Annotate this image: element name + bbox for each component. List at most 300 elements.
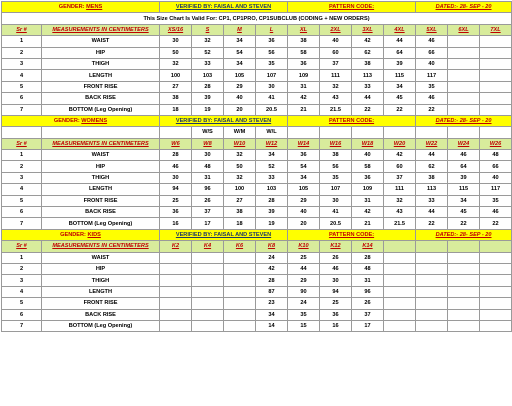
size-header: M [224, 24, 256, 35]
value-cell [448, 58, 480, 69]
value-cell: 56 [320, 161, 352, 172]
measurement-name: HIP [42, 263, 160, 274]
value-cell: 46 [480, 207, 512, 218]
value-cell [160, 309, 192, 320]
value-cell [448, 93, 480, 104]
value-cell: 20 [288, 218, 320, 229]
womens-gender-label [2, 115, 160, 126]
value-cell: 38 [160, 93, 192, 104]
sr-cell: 6 [2, 207, 42, 218]
sr-cell: 3 [2, 58, 42, 69]
table-row [2, 161, 512, 172]
value-cell: 100 [224, 184, 256, 195]
gender-prefix: GENDER: [60, 232, 88, 238]
measurement-name: FRONT RISE [42, 298, 160, 309]
value-cell: 46 [416, 93, 448, 104]
sr-cell: 1 [2, 150, 42, 161]
value-cell: 50 [160, 47, 192, 58]
value-cell: 35 [320, 172, 352, 183]
size-header: K8 [256, 241, 288, 252]
sr-cell: 1 [2, 36, 42, 47]
value-cell: 34 [384, 81, 416, 92]
value-cell: 107 [320, 184, 352, 195]
size-header: S [192, 24, 224, 35]
table-row [2, 218, 512, 229]
value-cell: 40 [480, 172, 512, 183]
value-cell: 38 [352, 58, 384, 69]
value-cell: 39 [384, 58, 416, 69]
womens-pattern-code: PATTERN CODE: [288, 115, 416, 126]
size-header: 5XL [416, 24, 448, 35]
value-cell [480, 70, 512, 81]
value-cell: 42 [288, 93, 320, 104]
value-cell: 35 [480, 195, 512, 206]
mens-dated: DATED:- 28- SEP - 20 [416, 2, 512, 13]
value-cell: 62 [416, 161, 448, 172]
value-cell [160, 286, 192, 297]
value-cell [192, 252, 224, 263]
measurement-name: THIGH [42, 172, 160, 183]
value-cell: 14 [256, 320, 288, 331]
value-cell [480, 104, 512, 115]
value-cell: 42 [352, 36, 384, 47]
value-cell: 111 [384, 184, 416, 195]
value-cell: 32 [224, 150, 256, 161]
value-cell: 94 [160, 184, 192, 195]
table-row [2, 320, 512, 331]
value-cell: 109 [352, 184, 384, 195]
table-row [2, 195, 512, 206]
value-cell: 31 [192, 172, 224, 183]
kids-pattern-code: PATTERN CODE: [288, 229, 416, 240]
sr-cell: 6 [2, 93, 42, 104]
value-cell: 109 [288, 70, 320, 81]
table-row [2, 286, 512, 297]
table-row [2, 252, 512, 263]
value-cell: 19 [192, 104, 224, 115]
value-cell: 103 [192, 70, 224, 81]
sr-cell: 7 [2, 320, 42, 331]
value-cell: 34 [256, 150, 288, 161]
mens-verified-by: VERIFIED BY: FAISAL AND STEVEN [160, 2, 288, 13]
value-cell: 27 [160, 81, 192, 92]
value-cell [192, 286, 224, 297]
value-cell: 52 [192, 47, 224, 58]
value-cell [160, 275, 192, 286]
measurement-name: BACK RISE [42, 309, 160, 320]
sr-cell: 2 [2, 47, 42, 58]
value-cell [224, 252, 256, 263]
table-row [2, 275, 512, 286]
value-cell [480, 298, 512, 309]
womens-dated: DATED:- 28- SEP - 20 [416, 115, 512, 126]
value-cell: 21.5 [320, 104, 352, 115]
value-cell: 26 [192, 195, 224, 206]
value-cell: 32 [320, 81, 352, 92]
blank-cell [42, 127, 160, 138]
value-cell: 24 [288, 298, 320, 309]
value-cell: 30 [192, 150, 224, 161]
value-cell: 22 [448, 218, 480, 229]
value-cell: 30 [160, 172, 192, 183]
value-cell: 28 [192, 81, 224, 92]
value-cell: 28 [352, 252, 384, 263]
size-header: W26 [480, 138, 512, 149]
value-cell: 41 [320, 207, 352, 218]
value-cell [480, 58, 512, 69]
value-cell: 62 [352, 47, 384, 58]
value-cell [480, 47, 512, 58]
size-header [448, 241, 480, 252]
sr-cell: 4 [2, 286, 42, 297]
value-cell: 20 [224, 104, 256, 115]
measurement-name: BOTTOM (Leg Opening) [42, 218, 160, 229]
value-cell: 22 [480, 218, 512, 229]
size-sublabel [480, 127, 512, 138]
value-cell [448, 36, 480, 47]
value-cell: 46 [320, 263, 352, 274]
value-cell [448, 298, 480, 309]
mens-gender-row [2, 2, 512, 13]
value-cell: 31 [352, 275, 384, 286]
value-cell: 40 [320, 36, 352, 47]
value-cell: 40 [224, 93, 256, 104]
measurements-header: MEASUREMENTS IN CENTIMETERS [42, 241, 160, 252]
value-cell: 43 [384, 207, 416, 218]
kids-dated: DATED:- 28- SEP - 20 [416, 229, 512, 240]
value-cell [448, 70, 480, 81]
value-cell: 40 [416, 58, 448, 69]
value-cell: 44 [384, 36, 416, 47]
value-cell: 19 [256, 218, 288, 229]
value-cell: 31 [288, 81, 320, 92]
sr-cell: 7 [2, 218, 42, 229]
value-cell: 39 [192, 93, 224, 104]
value-cell [384, 263, 416, 274]
size-header [480, 241, 512, 252]
kids-gender-row [2, 229, 512, 240]
size-header: W14 [288, 138, 320, 149]
value-cell: 58 [288, 47, 320, 58]
value-cell [224, 275, 256, 286]
value-cell: 31 [352, 195, 384, 206]
value-cell: 66 [416, 47, 448, 58]
table-row [2, 309, 512, 320]
value-cell: 33 [352, 81, 384, 92]
value-cell: 25 [320, 298, 352, 309]
value-cell: 43 [320, 93, 352, 104]
value-cell [448, 252, 480, 263]
value-cell: 30 [160, 36, 192, 47]
size-header: K2 [160, 241, 192, 252]
value-cell [224, 298, 256, 309]
mens-gender-value: MENS [86, 4, 103, 11]
table-row [2, 93, 512, 104]
measurement-name: WAIST [42, 252, 160, 263]
size-header: L [256, 24, 288, 35]
table-row [2, 298, 512, 309]
value-cell: 115 [448, 184, 480, 195]
value-cell: 40 [288, 207, 320, 218]
value-cell [192, 309, 224, 320]
sr-cell: 5 [2, 81, 42, 92]
sr-cell: 2 [2, 161, 42, 172]
value-cell: 34 [288, 172, 320, 183]
table-row [2, 184, 512, 195]
sr-cell: 4 [2, 184, 42, 195]
size-header: K10 [288, 241, 320, 252]
value-cell [448, 309, 480, 320]
value-cell: 23 [256, 298, 288, 309]
value-cell: 111 [320, 70, 352, 81]
value-cell: 50 [224, 161, 256, 172]
size-header: W18 [352, 138, 384, 149]
mens-header-row [2, 24, 512, 35]
value-cell [416, 320, 448, 331]
value-cell: 42 [352, 207, 384, 218]
size-sublabel [320, 127, 352, 138]
value-cell: 24 [256, 252, 288, 263]
value-cell: 34 [224, 36, 256, 47]
table-row [2, 263, 512, 274]
value-cell: 34 [256, 309, 288, 320]
value-cell: 22 [416, 218, 448, 229]
size-header: W16 [320, 138, 352, 149]
value-cell [192, 275, 224, 286]
value-cell: 26 [352, 298, 384, 309]
value-cell [480, 93, 512, 104]
value-cell: 21 [288, 104, 320, 115]
size-chart-table [1, 1, 512, 332]
measurement-name: HIP [42, 161, 160, 172]
value-cell [160, 263, 192, 274]
table-row [2, 58, 512, 69]
value-cell: 37 [352, 309, 384, 320]
value-cell: 38 [320, 150, 352, 161]
value-cell: 117 [480, 184, 512, 195]
value-cell [416, 298, 448, 309]
value-cell: 35 [256, 58, 288, 69]
value-cell: 29 [288, 275, 320, 286]
value-cell: 44 [416, 150, 448, 161]
value-cell: 36 [288, 150, 320, 161]
value-cell: 54 [288, 161, 320, 172]
measurement-name: BOTTOM (Leg Opening) [42, 104, 160, 115]
value-cell [448, 104, 480, 115]
womens-verified-by: VERIFIED BY: FAISAL AND STEVEN [160, 115, 288, 126]
size-header: 6XL [448, 24, 480, 35]
mens-gender-label [2, 2, 160, 13]
value-cell: 44 [416, 207, 448, 218]
value-cell [448, 47, 480, 58]
value-cell: 45 [384, 93, 416, 104]
sr-cell: 1 [2, 252, 42, 263]
table-row [2, 36, 512, 47]
value-cell: 21.5 [384, 218, 416, 229]
size-header: K4 [192, 241, 224, 252]
sr-cell: 5 [2, 298, 42, 309]
value-cell: 16 [160, 218, 192, 229]
sr-cell: 2 [2, 263, 42, 274]
value-cell: 22 [384, 104, 416, 115]
value-cell: 15 [288, 320, 320, 331]
value-cell: 54 [224, 47, 256, 58]
measurement-name: HIP [42, 47, 160, 58]
value-cell [480, 81, 512, 92]
value-cell [384, 309, 416, 320]
size-header: W6 [160, 138, 192, 149]
value-cell: 21 [352, 218, 384, 229]
size-sublabel [160, 127, 192, 138]
value-cell: 17 [352, 320, 384, 331]
value-cell: 42 [384, 150, 416, 161]
value-cell [192, 263, 224, 274]
value-cell: 96 [192, 184, 224, 195]
value-cell: 113 [416, 184, 448, 195]
measurement-name: LENGTH [42, 70, 160, 81]
size-header: 2XL [320, 24, 352, 35]
size-header [416, 241, 448, 252]
value-cell: 37 [384, 172, 416, 183]
value-cell: 22 [352, 104, 384, 115]
value-cell [448, 263, 480, 274]
womens-gender-row [2, 115, 512, 126]
value-cell: 94 [320, 286, 352, 297]
womens-sublabel-row [2, 127, 512, 138]
value-cell [416, 309, 448, 320]
value-cell [416, 263, 448, 274]
value-cell [480, 309, 512, 320]
value-cell: 115 [384, 70, 416, 81]
size-sublabel: W/L [256, 127, 288, 138]
value-cell: 18 [160, 104, 192, 115]
value-cell: 103 [256, 184, 288, 195]
value-cell: 46 [160, 161, 192, 172]
measurement-name: LENGTH [42, 184, 160, 195]
value-cell: 46 [448, 150, 480, 161]
value-cell: 40 [352, 150, 384, 161]
value-cell: 44 [352, 93, 384, 104]
value-cell: 16 [320, 320, 352, 331]
value-cell: 35 [288, 309, 320, 320]
measurement-name: THIGH [42, 275, 160, 286]
valid-for-row [2, 13, 512, 24]
measurement-name: FRONT RISE [42, 195, 160, 206]
value-cell: 29 [288, 195, 320, 206]
value-cell: 44 [288, 263, 320, 274]
value-cell: 56 [256, 47, 288, 58]
size-header: K6 [224, 241, 256, 252]
value-cell: 30 [256, 81, 288, 92]
size-sublabel: W/S [192, 127, 224, 138]
value-cell [384, 275, 416, 286]
value-cell: 32 [160, 58, 192, 69]
value-cell [224, 320, 256, 331]
value-cell: 64 [384, 47, 416, 58]
value-cell: 100 [160, 70, 192, 81]
value-cell [480, 263, 512, 274]
table-row [2, 81, 512, 92]
value-cell [448, 320, 480, 331]
gender-prefix: GENDER: [53, 118, 82, 125]
value-cell: 52 [256, 161, 288, 172]
value-cell [192, 298, 224, 309]
sr-cell: 6 [2, 309, 42, 320]
kids-gender-label [2, 229, 160, 240]
value-cell: 105 [224, 70, 256, 81]
sr-cell: 4 [2, 70, 42, 81]
value-cell: 105 [288, 184, 320, 195]
value-cell: 28 [256, 195, 288, 206]
value-cell: 30 [320, 275, 352, 286]
value-cell [448, 275, 480, 286]
size-header: W24 [448, 138, 480, 149]
value-cell [384, 320, 416, 331]
value-cell: 48 [192, 161, 224, 172]
value-cell: 113 [352, 70, 384, 81]
measurement-name: BOTTOM (Leg Opening) [42, 320, 160, 331]
value-cell: 22 [416, 104, 448, 115]
size-header: W12 [256, 138, 288, 149]
value-cell: 96 [352, 286, 384, 297]
size-header: 4XL [384, 24, 416, 35]
value-cell: 20.5 [256, 104, 288, 115]
value-cell: 117 [416, 70, 448, 81]
value-cell: 32 [192, 36, 224, 47]
sr-header: Sr # [2, 24, 42, 35]
value-cell: 42 [256, 263, 288, 274]
measurement-name: THIGH [42, 58, 160, 69]
measurement-name: WAIST [42, 36, 160, 47]
size-header: W8 [192, 138, 224, 149]
value-cell [480, 36, 512, 47]
size-header: W22 [416, 138, 448, 149]
value-cell: 35 [416, 81, 448, 92]
sr-cell: 5 [2, 195, 42, 206]
value-cell: 27 [224, 195, 256, 206]
size-sublabel [384, 127, 416, 138]
value-cell: 87 [256, 286, 288, 297]
value-cell [416, 275, 448, 286]
size-header: W20 [384, 138, 416, 149]
value-cell: 37 [192, 207, 224, 218]
value-cell: 46 [416, 36, 448, 47]
value-cell: 48 [352, 263, 384, 274]
value-cell [416, 286, 448, 297]
value-cell [448, 286, 480, 297]
blank-cell [2, 127, 42, 138]
value-cell [480, 320, 512, 331]
measurement-name: WAIST [42, 150, 160, 161]
size-header: 3XL [352, 24, 384, 35]
value-cell: 20.5 [320, 218, 352, 229]
size-header: K14 [352, 241, 384, 252]
value-cell [224, 286, 256, 297]
value-cell: 66 [480, 161, 512, 172]
value-cell: 18 [224, 218, 256, 229]
value-cell: 58 [352, 161, 384, 172]
measurements-header: MEASUREMENTS IN CENTIMETERS [42, 24, 160, 35]
value-cell: 39 [256, 207, 288, 218]
value-cell: 38 [288, 36, 320, 47]
gender-prefix: GENDER: [58, 4, 87, 11]
value-cell: 41 [256, 93, 288, 104]
table-row [2, 172, 512, 183]
value-cell: 64 [448, 161, 480, 172]
value-cell: 28 [256, 275, 288, 286]
size-header [384, 241, 416, 252]
value-cell [160, 320, 192, 331]
